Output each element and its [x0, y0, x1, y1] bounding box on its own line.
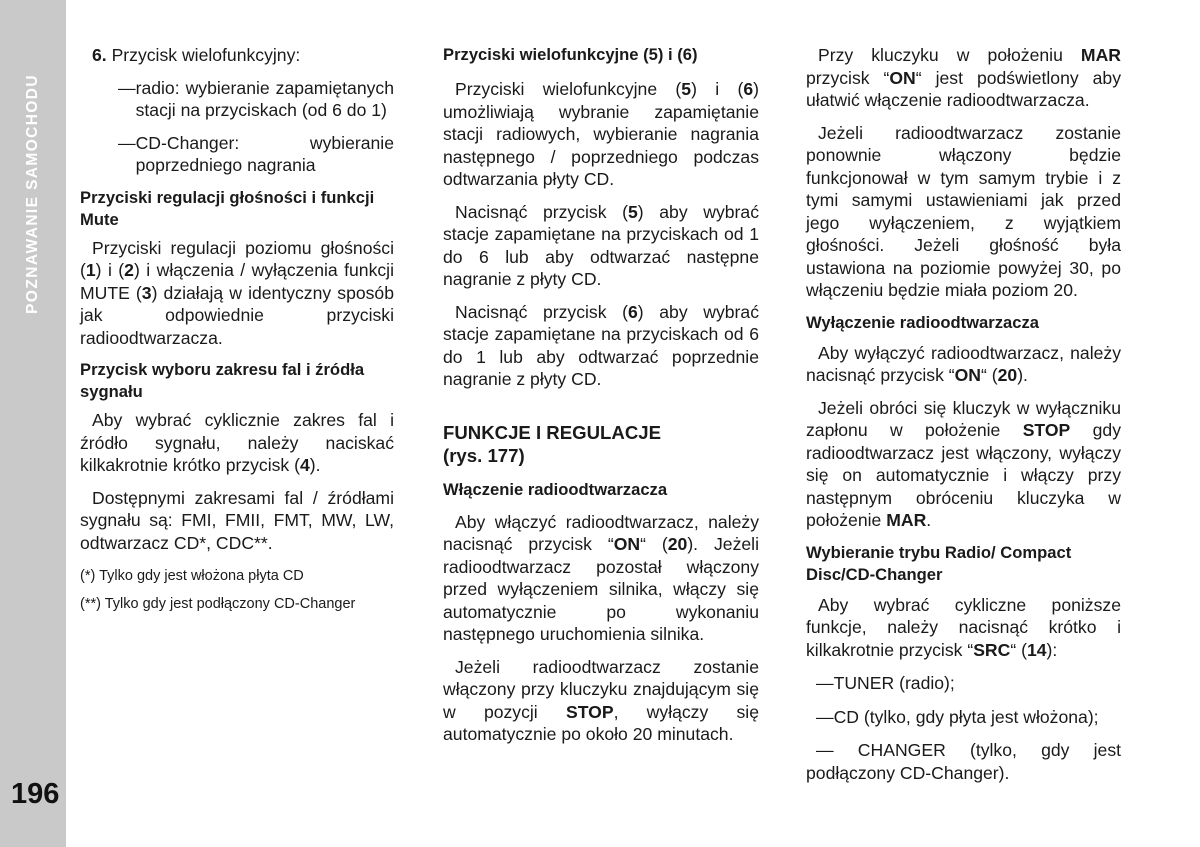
- footnote-1: (*) Tylko gdy jest włożona płyta CD: [80, 568, 304, 584]
- paragraph-button-6: Nacisnąć przycisk (6) aby wybrać stacje zapamiętane na przyciskach od 6 do 1 lub aby odtwarzać poprzednie nagranie z płyty CD.: [443, 301, 759, 389]
- paragraph-power-on: Aby włączyć radioodtwarzacz, należy nacisnąć przycisk “ON“ (20). Jeżeli radioodtwarzacz pozostał włączony przed wyłączeniem silnika, włączy się automatycznie po wykonaniu następnego uruchomienia silnika.: [443, 511, 759, 644]
- heading-power-off: Wyłączenie radioodtwarzacza: [806, 312, 1040, 332]
- list-item-text: CHANGER (tylko, gdy jest podłączony CD-Changer).: [806, 740, 1122, 783]
- heading-volume: Przyciski regulacji głośności i funkcji Mute: [80, 187, 375, 229]
- item-6-number: 6.: [92, 45, 107, 65]
- paragraph-volume: Przyciski regulacji poziomu głośności (1) i (2) i włączenia / wyłączenia funkcji MUTE (3) działają w identyczny sposób jak odpowiednie przyciski radioodtwarzacza.: [80, 237, 395, 348]
- item-6-heading: 6. Przycisk wielofunkcyjny:: [92, 45, 301, 65]
- footnote-2: (**) Tylko gdy jest podłączony CD-Changer: [80, 596, 356, 612]
- paragraph-stop: Jeżeli radioodtwarzacz zostanie włączony przy kluczyku znajdującym się w pozycji STOP, wyłączy się automatycznie po około 20 minutach.: [443, 656, 759, 744]
- chapter-label: [20, 46, 46, 342]
- heading-power-on: Włączenie radioodtwarzacza: [443, 479, 668, 499]
- list-item-text: CD (tylko, gdy płyta jest włożona);: [833, 706, 1099, 727]
- section-title: FUNKCJE I REGULACJE (rys. 177): [443, 421, 661, 466]
- list-item-text: CD-Changer: wybieranie poprzedniego nagrania: [135, 132, 394, 175]
- paragraph-multifunction: Przyciski wielofunkcyjne (5) i (6) umożliwiają wybranie zapamiętanie stacji radiowych, wybieranie nagrania następnego / poprzedniego podczas odtwarzania płyty CD.: [443, 79, 759, 189]
- list-item: — CD-Changer: wybieranie poprzedniego nagrania: [118, 132, 394, 175]
- list-item: — CD (tylko, gdy płyta jest włożona);: [816, 706, 1121, 729]
- paragraph-ignition-key: Jeżeli obróci się kluczyk w wyłączniku zapłonu w położenie STOP gdy radioodtwarzacz jest włączony, wyłączy się on automatycznie i włączy przy następnym obróceniu kluczyka w położenie MAR.: [806, 397, 1121, 530]
- list-item-text: TUNER (radio);: [833, 673, 955, 693]
- paragraph-available: Dostępnymi zakresami fal / źródłami sygnału są: FMI, FMII, FMT, MW, LW, odtwarzacz CD*, CDC**.: [80, 487, 394, 553]
- heading-band: Przycisk wyboru zakresu fal i źródła sygnału: [80, 360, 365, 401]
- paragraph-mar: Przy kluczyku w położeniu MAR przycisk “ON“ jest podświetlony aby ułatwić włączenie radioodtwarzacza.: [806, 45, 1121, 110]
- list-item: — CHANGER (tylko, gdy jest podłączony CD-Changer).: [806, 740, 1122, 783]
- list-item-text: radio: wybieranie zapamiętanych stacji na przyciskach (od 6 do 1): [135, 77, 394, 120]
- paragraph-power-off: Aby wyłączyć radioodtwarzacz, należy nacisnąć przycisk “ON“ (20).: [806, 342, 1121, 385]
- paragraph-src: Aby wybrać cykliczne poniższe funkcje, należy nacisnąć krótko i kilkakrotnie przycisk “SRC“ (14):: [806, 594, 1121, 660]
- heading-multifunction: Przyciski wielofunkcyjne (5) i (6): [443, 45, 698, 64]
- heading-mode: Wybieranie trybu Radio/ Compact Disc/CD-Changer: [806, 542, 1072, 584]
- column-3: [806, 44, 1121, 784]
- paragraph-reactivation: Jeżeli radioodtwarzacz zostanie ponownie włączony będzie funkcjonował w tym samym trybie i z tymi samymi ustawieniami jak przed jego wyłączeniem, z wyjątkiem głośności. Jeżeli głośność była ustawiona na poziomie powyżej 30, po włączeniu będzie miała poziom 20.: [806, 122, 1121, 300]
- list-item: — TUNER (radio);: [816, 672, 1121, 695]
- list-item: — radio: wybieranie zapamiętanych stacji na przyciskach (od 6 do 1): [118, 77, 394, 120]
- paragraph-band: Aby wybrać cyklicznie zakres fal i źródło sygnału, należy naciskać kilkakrotnie krótko przycisk (4).: [80, 410, 394, 475]
- page-number: 196: [11, 778, 60, 810]
- column-1: [80, 44, 394, 614]
- paragraph-button-5: Nacisnąć przycisk (5) aby wybrać stacje zapamiętane na przyciskach od 1 do 6 lub aby odtwarzać następne nagranie z płyty CD.: [443, 201, 759, 289]
- column-2: [443, 44, 759, 746]
- chapter-label-text: POZNAWANIE SAMOCHODU: [24, 74, 41, 314]
